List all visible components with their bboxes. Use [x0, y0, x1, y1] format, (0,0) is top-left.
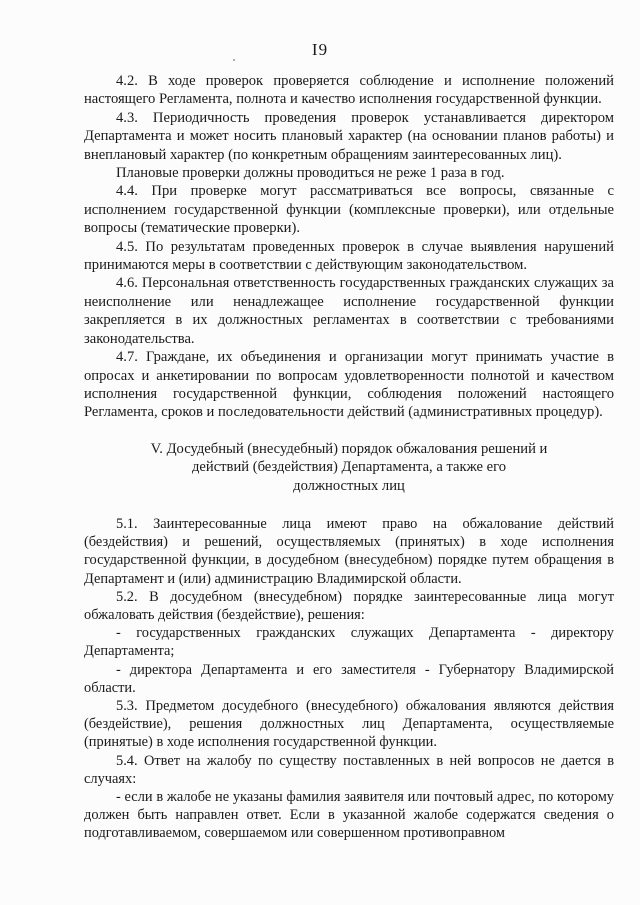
- paragraph-4-3: 4.3. Периодичность проведения проверок устанавливается директором Департамента и может носить плановый характер (на основании планов работы) и внеплановый характер (по конкретным обращениям заинтересованных лиц).: [84, 109, 614, 163]
- list-item-no-name: - если в жалобе не указаны фамилия заявителя или почтовый адрес, по которому должен быть направлен ответ. Если в указанной жалобе содержатся сведения о подготавливаемом, совершаемом или совершенном противоправном: [84, 788, 614, 842]
- page-number: I9: [311, 40, 329, 59]
- paragraph-4-5: 4.5. По результатам проведенных проверок в случае выявления нарушений принимаются меры в соответствии с действующим законодательством.: [84, 238, 614, 274]
- scan-speck: [233, 59, 235, 61]
- heading-line-2: действий (бездействия) Департамента, а также его: [191, 459, 506, 476]
- heading-line-1: V. Досудебный (внесудебный) порядок обжалования решений и: [150, 440, 548, 457]
- paragraph-5-3: 5.3. Предметом досудебного (внесудебного) обжалования являются действия (бездействие), решения должностных лиц Департамента, осуществляемые (принятые) в ходе исполнения государственной функции.: [84, 697, 614, 751]
- paragraph-4-4: 4.4. При проверке могут рассматриваться все вопросы, связанные с исполнением государственной функции (комплексные проверки), или отдельные вопросы (тематические проверки).: [84, 183, 614, 237]
- paragraph-4-6: 4.6. Персональная ответственность государственных гражданских служащих за неисполнение или ненадлежащее исполнение государственной функции закрепляется в их должностных регламентах в соответствии с требованиями законодательства.: [84, 275, 614, 347]
- list-item-civil-servants: - государственных гражданских служащих Департамента - директору Департамента;: [84, 625, 614, 660]
- paragraph-5-2: 5.2. В досудебном (внесудебном) порядке заинтересованные лица могут обжаловать действия (бездействие), решения:: [84, 588, 614, 623]
- heading-line-3: должностных лиц: [293, 477, 405, 494]
- paragraph-4-2: 4.2. В ходе проверок проверяется соблюдение и исполнение положений настоящего Регламента, полнота и качество исполнения государственной функции.: [84, 73, 614, 108]
- section-5-heading: [84, 440, 614, 495]
- list-item-director: - директора Департамента и его заместителя - Губернатору Владимирской области.: [84, 661, 614, 696]
- paragraph-planned-checks: Плановые проверки должны проводиться не реже 1 раза в год.: [116, 165, 505, 182]
- section-4-text: [84, 72, 614, 422]
- paragraph-4-7: 4.7. Граждане, их объединения и организации могут принимать участие в опросах и анкетировании по вопросам удовлетворенности полнотой и качеством исполнения государственной функции, соблюдения положений настоящего Регламента, сроков и последовательности действий (административных процедур).: [84, 349, 614, 421]
- paragraph-5-4: 5.4. Ответ на жалобу по существу поставленных в ней вопросов не дается в случаях:: [84, 752, 614, 787]
- page-body: [84, 72, 614, 843]
- paragraph-5-1: 5.1. Заинтересованные лица имеют право на обжалование действий (бездействия) и решений, осуществляемых (принятых) в ходе исполнения государственной функции, в досудебном (внесудебном) порядке путем обращения в Департамент и (или) администрацию Владимирской области.: [84, 515, 614, 587]
- section-5-text: [84, 515, 614, 843]
